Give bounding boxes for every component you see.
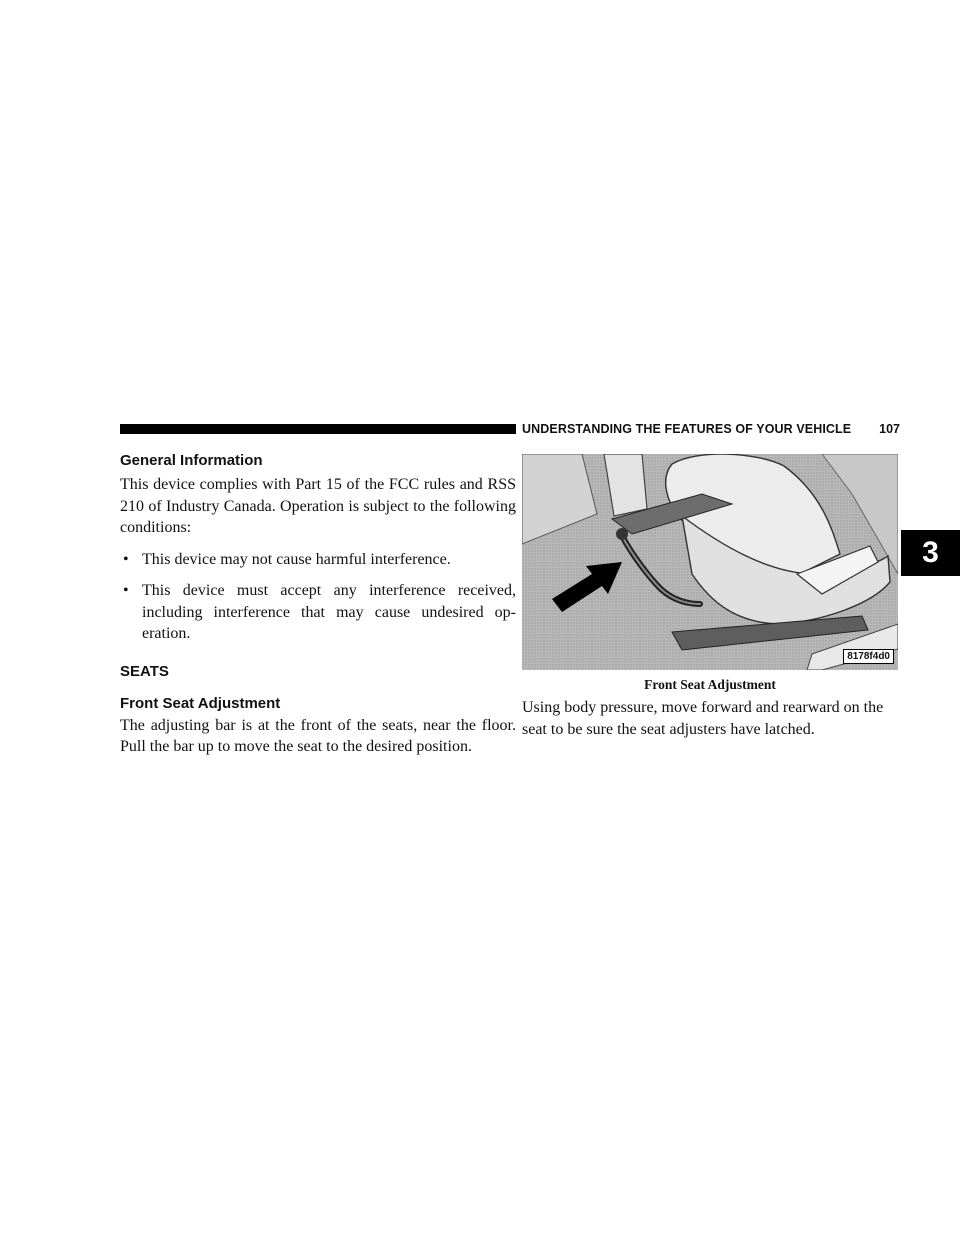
seat-illustration [522,454,898,670]
general-information-intro: This device complies with Part 15 of the FCC rules and RSS 210 of Industry Canada. Operation is subject to the following conditions: [120,476,516,536]
running-header [522,422,900,436]
list-item-text: This device may not cause harmful interference. [142,550,451,568]
seat-adjustment-figure [522,454,898,670]
list-item-text: This device must accept any interference received, including interference that may cause undesired op-eration. [142,582,516,642]
list-item [120,549,516,571]
chapter-tab [901,530,960,576]
bullet-icon: • [123,582,129,599]
figure-caption: Front Seat Adjustment [644,677,776,692]
general-information-heading: General Information [120,452,263,469]
page-number: 107 [879,422,900,436]
after-figure-text: Using body pressure, move forward and rearward on the seat to be sure the seat adjusters have latched. [522,699,884,738]
header-rule [120,424,516,434]
front-seat-adjustment-heading: Front Seat Adjustment [120,694,281,712]
left-column [120,448,516,758]
list-item [120,580,516,645]
header-title: UNDERSTANDING THE FEATURES OF YOUR VEHICLE [522,422,852,436]
figure-code: 8178f4d0 [843,649,894,664]
front-seat-adjustment-text: The adjusting bar is at the front of the seats, near the floor. Pull the bar up to move the seat to the desired position. [120,716,516,755]
seats-heading: SEATS [120,662,169,680]
bullet-icon: • [123,550,129,568]
conditions-list [120,549,516,645]
right-column [522,697,900,740]
chapter-tab-number: 3 [922,536,939,569]
